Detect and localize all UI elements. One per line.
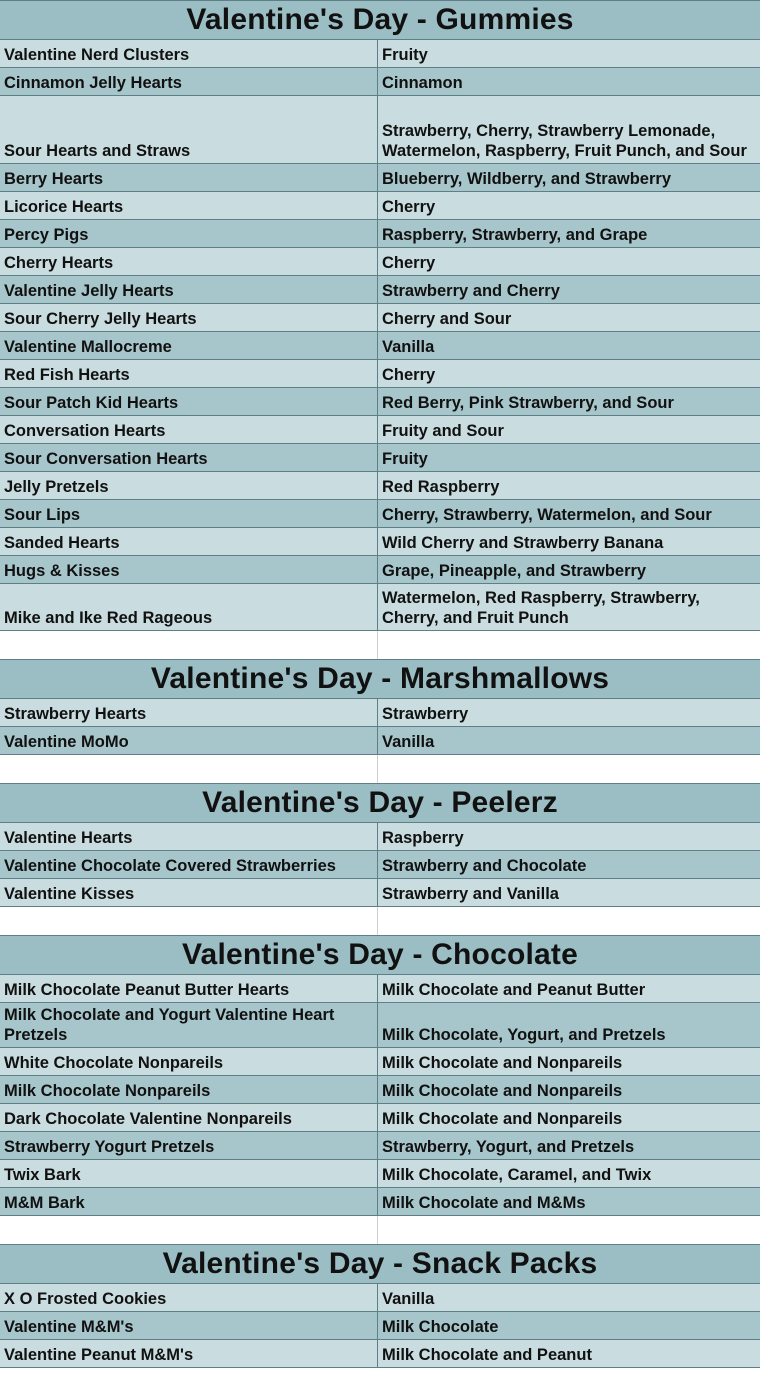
product-name: Dark Chocolate Valentine Nonpareils [4, 1110, 292, 1128]
flavor-cell [378, 879, 760, 906]
product-name: Red Fish Hearts [4, 366, 130, 384]
product-name: Jelly Pretzels [4, 478, 109, 496]
table-row [0, 1284, 760, 1312]
flavor-text: Vanilla [382, 338, 435, 356]
section [0, 0, 760, 659]
table-row [0, 332, 760, 360]
table-row [0, 416, 760, 444]
product-name-cell [0, 68, 378, 95]
flavor-text: Grape, Pineapple, and Strawberry [382, 562, 647, 580]
flavor-text: Red Berry, Pink Strawberry, and Sour [382, 394, 674, 412]
table-row [0, 584, 760, 631]
product-name-cell [0, 332, 378, 359]
product-name-cell [0, 416, 378, 443]
product-name-cell [0, 1132, 378, 1159]
table-row [0, 823, 760, 851]
table-row [0, 975, 760, 1003]
flavor-cell [378, 1048, 760, 1075]
product-name-cell [0, 1076, 378, 1103]
flavor-cell [378, 528, 760, 555]
product-name: Sour Lips [4, 506, 81, 524]
product-name: Strawberry Hearts [4, 705, 147, 723]
flavor-cell [378, 1160, 760, 1187]
table-row [0, 500, 760, 528]
table-row [0, 96, 760, 164]
product-name: Hugs & Kisses [4, 562, 120, 580]
product-name-cell [0, 360, 378, 387]
table-row [0, 528, 760, 556]
product-name-cell [0, 388, 378, 415]
flavor-cell [378, 823, 760, 850]
product-name: Cherry Hearts [4, 254, 114, 272]
product-name-cell [0, 823, 378, 850]
product-name: Milk Chocolate Nonpareils [4, 1082, 211, 1100]
flavor-text: Milk Chocolate and Nonpareils [382, 1110, 623, 1128]
table-row [0, 276, 760, 304]
flavor-cell [378, 1104, 760, 1131]
flavor-text: Cherry and Sour [382, 310, 512, 328]
flavor-cell [378, 1188, 760, 1215]
flavor-text: Raspberry [382, 829, 464, 847]
flavor-cell [378, 727, 760, 754]
flavor-cell [378, 472, 760, 499]
product-name: White Chocolate Nonpareils [4, 1054, 224, 1072]
product-name-cell [0, 1340, 378, 1367]
table-row [0, 444, 760, 472]
flavor-text: Milk Chocolate, Caramel, and Twix [382, 1166, 652, 1184]
product-name-cell [0, 1003, 378, 1047]
flavor-cell [378, 584, 760, 630]
table-row [0, 1048, 760, 1076]
section-title: Valentine's Day - Snack Packs [0, 1244, 760, 1284]
flavor-text: Vanilla [382, 733, 435, 751]
table-row [0, 879, 760, 907]
blank-cell [0, 907, 378, 935]
blank-cell [378, 1216, 760, 1244]
product-name-cell [0, 192, 378, 219]
flavor-cell [378, 276, 760, 303]
product-name: Sour Hearts and Straws [4, 142, 191, 160]
product-name: Sour Cherry Jelly Hearts [4, 310, 197, 328]
flavor-text: Raspberry, Strawberry, and Grape [382, 226, 648, 244]
section-title: Valentine's Day - Chocolate [0, 935, 760, 975]
flavor-cell [378, 1003, 760, 1047]
flavor-cell [378, 332, 760, 359]
table-row [0, 164, 760, 192]
product-name: Valentine Chocolate Covered Strawberries [4, 857, 336, 875]
flavor-cell [378, 1312, 760, 1339]
flavor-text: Milk Chocolate [382, 1318, 499, 1336]
flavor-cell [378, 1284, 760, 1311]
flavor-text: Strawberry, Yogurt, and Pretzels [382, 1138, 635, 1156]
product-name-cell [0, 699, 378, 726]
product-name: Valentine Mallocreme [4, 338, 172, 356]
flavor-text: Fruity [382, 46, 428, 64]
flavor-text: Strawberry and Cherry [382, 282, 560, 300]
product-name-cell [0, 40, 378, 67]
table-row [0, 699, 760, 727]
section [0, 1244, 760, 1368]
flavor-text: Milk Chocolate and Peanut [382, 1346, 592, 1364]
product-name: Valentine Peanut M&M's [4, 1346, 194, 1364]
product-name-cell [0, 556, 378, 583]
product-name-cell [0, 164, 378, 191]
product-name: Sour Conversation Hearts [4, 450, 208, 468]
product-name: Licorice Hearts [4, 198, 124, 216]
product-name-cell [0, 276, 378, 303]
flavor-text: Strawberry and Vanilla [382, 885, 559, 903]
table-row [0, 192, 760, 220]
product-name-cell [0, 444, 378, 471]
flavor-text: Watermelon, Red Raspberry, Strawberry, Cherry, and Fruit Punch [382, 589, 700, 627]
product-name: Valentine Nerd Clusters [4, 46, 190, 64]
table-row [0, 360, 760, 388]
flavor-text: Cherry [382, 198, 436, 216]
flavor-text: Strawberry [382, 705, 469, 723]
table-row [0, 1312, 760, 1340]
product-name-cell [0, 879, 378, 906]
flavor-text: Red Raspberry [382, 478, 500, 496]
flavor-text: Wild Cherry and Strawberry Banana [382, 534, 664, 552]
table-row [0, 304, 760, 332]
product-name-cell [0, 1188, 378, 1215]
flavor-text: Milk Chocolate and Peanut Butter [382, 981, 646, 999]
flavor-cell [378, 416, 760, 443]
flavor-text: Milk Chocolate and Nonpareils [382, 1054, 623, 1072]
product-name-cell [0, 1312, 378, 1339]
flavor-text: Cherry, Strawberry, Watermelon, and Sour [382, 506, 712, 524]
flavor-cell [378, 851, 760, 878]
table-row [0, 220, 760, 248]
flavor-cell [378, 444, 760, 471]
section [0, 659, 760, 783]
product-name-cell [0, 472, 378, 499]
product-name-cell [0, 1160, 378, 1187]
table-row [0, 472, 760, 500]
flavor-cell [378, 248, 760, 275]
blank-row [0, 907, 760, 935]
product-name: Milk Chocolate and Yogurt Valentine Heart Pretzels [4, 1006, 335, 1044]
flavor-cell [378, 388, 760, 415]
section-title: Valentine's Day - Gummies [0, 0, 760, 40]
table-row [0, 1340, 760, 1368]
table-row [0, 1188, 760, 1216]
blank-row [0, 1216, 760, 1244]
section [0, 783, 760, 935]
flavor-text: Fruity and Sour [382, 422, 504, 440]
product-name-cell [0, 528, 378, 555]
product-name: Percy Pigs [4, 226, 89, 244]
flavor-cell [378, 220, 760, 247]
table-row [0, 727, 760, 755]
blank-cell [0, 631, 378, 659]
flavor-cell [378, 1132, 760, 1159]
table-row [0, 1104, 760, 1132]
product-name: Valentine MoMo [4, 733, 129, 751]
product-name: Valentine M&M's [4, 1318, 134, 1336]
blank-cell [378, 755, 760, 783]
section-title: Valentine's Day - Peelerz [0, 783, 760, 823]
product-name-cell [0, 96, 378, 163]
flavor-text: Milk Chocolate, Yogurt, and Pretzels [382, 1026, 666, 1044]
product-name-cell [0, 584, 378, 630]
product-name-cell [0, 727, 378, 754]
section [0, 935, 760, 1244]
product-name: Twix Bark [4, 1166, 81, 1184]
flavor-text: Milk Chocolate and M&Ms [382, 1194, 586, 1212]
flavor-cell [378, 500, 760, 527]
flavor-text: Milk Chocolate and Nonpareils [382, 1082, 623, 1100]
table-row [0, 1076, 760, 1104]
flavor-cell [378, 192, 760, 219]
table-row [0, 556, 760, 584]
flavor-text: Cinnamon [382, 74, 463, 92]
product-name: Mike and Ike Red Rageous [4, 609, 213, 627]
table-row [0, 40, 760, 68]
product-name: M&M Bark [4, 1194, 85, 1212]
flavor-cell [378, 556, 760, 583]
product-name: Milk Chocolate Peanut Butter Hearts [4, 981, 290, 999]
product-name: Valentine Kisses [4, 885, 135, 903]
product-name: Strawberry Yogurt Pretzels [4, 1138, 215, 1156]
product-name: Conversation Hearts [4, 422, 166, 440]
product-name-cell [0, 248, 378, 275]
flavor-text: Strawberry, Cherry, Strawberry Lemonade, Watermelon, Raspberry, Fruit Punch, and Sour [382, 122, 747, 160]
product-name-cell [0, 851, 378, 878]
product-name: Valentine Hearts [4, 829, 133, 847]
table-row [0, 68, 760, 96]
flavor-cell [378, 360, 760, 387]
flavor-text: Blueberry, Wildberry, and Strawberry [382, 170, 671, 188]
product-name: Sanded Hearts [4, 534, 120, 552]
blank-cell [0, 755, 378, 783]
blank-cell [378, 907, 760, 935]
flavor-text: Cherry [382, 254, 436, 272]
flavor-cell [378, 1340, 760, 1367]
product-name: Berry Hearts [4, 170, 104, 188]
flavor-text: Cherry [382, 366, 436, 384]
flavor-cell [378, 68, 760, 95]
table-row [0, 1132, 760, 1160]
product-name-cell [0, 1048, 378, 1075]
product-name-cell [0, 1104, 378, 1131]
flavor-text: Vanilla [382, 1290, 435, 1308]
blank-cell [0, 1216, 378, 1244]
product-name-cell [0, 1284, 378, 1311]
flavor-cell [378, 304, 760, 331]
table-row [0, 851, 760, 879]
product-name-cell [0, 304, 378, 331]
table-row [0, 1003, 760, 1048]
flavor-cell [378, 164, 760, 191]
product-name: Sour Patch Kid Hearts [4, 394, 179, 412]
flavor-cell [378, 975, 760, 1002]
blank-row [0, 755, 760, 783]
table-row [0, 388, 760, 416]
blank-cell [378, 631, 760, 659]
product-name: Valentine Jelly Hearts [4, 282, 174, 300]
flavor-text: Strawberry and Chocolate [382, 857, 587, 875]
product-name-cell [0, 220, 378, 247]
product-name-cell [0, 500, 378, 527]
flavor-cell [378, 96, 760, 163]
flavor-cell [378, 699, 760, 726]
section-title: Valentine's Day - Marshmallows [0, 659, 760, 699]
table-row [0, 1160, 760, 1188]
table-row [0, 248, 760, 276]
blank-row [0, 631, 760, 659]
flavor-text: Fruity [382, 450, 428, 468]
flavor-cell [378, 40, 760, 67]
product-name-cell [0, 975, 378, 1002]
product-name: X O Frosted Cookies [4, 1290, 167, 1308]
product-name: Cinnamon Jelly Hearts [4, 74, 182, 92]
flavor-cell [378, 1076, 760, 1103]
